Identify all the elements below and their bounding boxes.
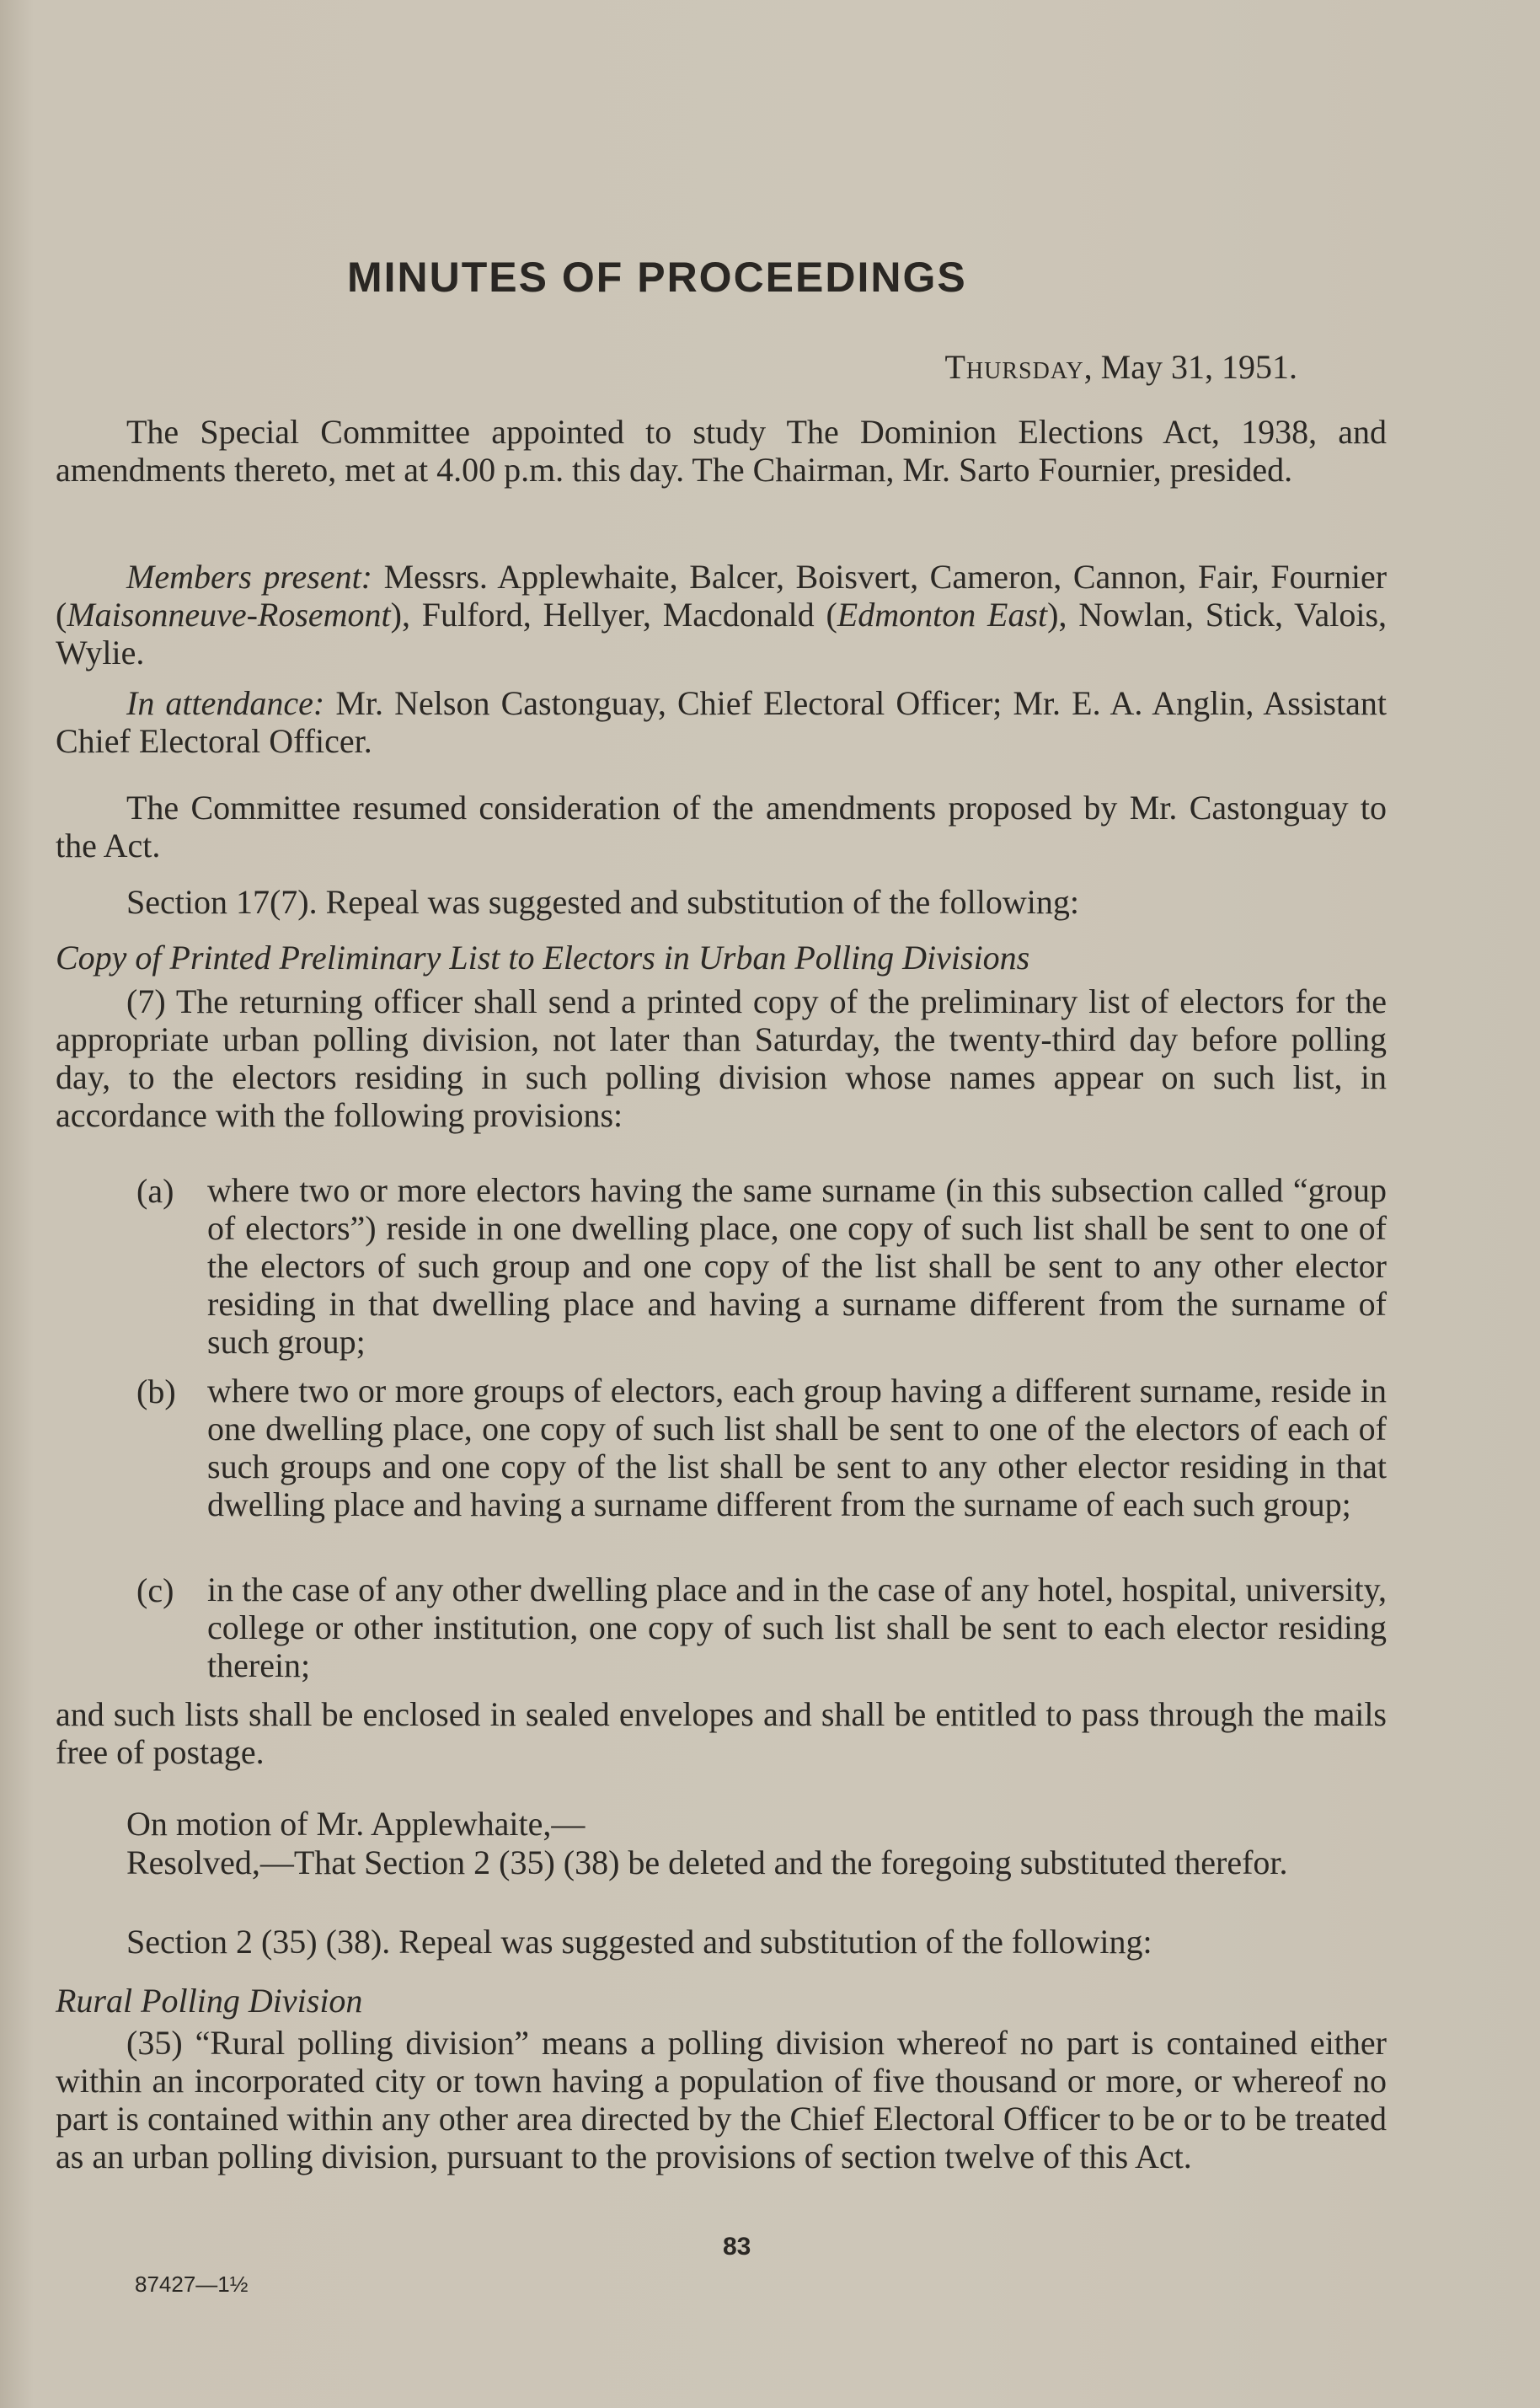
closing-paragraph: and such lists shall be enclosed in sealed envelopes and shall be entitled to pass through the mails free of postage.	[56, 1695, 1387, 1771]
dateline-date: , May 31, 1951.	[1083, 348, 1297, 386]
attendance-text: Mr. Nelson Castonguay, Chief Electoral Officer; Mr. E. A. Anglin, Assistant Chief Electoral Officer.	[56, 684, 1387, 760]
print-code: 87427—1½	[135, 2272, 249, 2297]
section-17-intro: Section 17(7). Repeal was suggested and substitution of the following:	[126, 883, 1079, 921]
clause-a-text: where two or more electors having the same surname (in this subsection called “group of electors”) reside in one dwelling place, one copy of such list shall be sent to one of the electors of such group and one copy of the list shall be sent to any other elector residing in that dwelling place and having a surname different from the surname of such group;	[207, 1171, 1387, 1361]
dateline-day: Thursday	[944, 348, 1084, 386]
page-title: MINUTES OF PROCEEDINGS	[347, 254, 967, 301]
members-text-3: ), Nowlan, Stick, Valois, Wylie.	[56, 596, 1388, 672]
clause-c	[136, 1571, 1387, 1684]
resolved-paragraph: Resolved,—That Section 2 (35) (38) be deleted and the foregoing substituted therefor.	[126, 1843, 1288, 1881]
attendance-label: In attendance:	[126, 684, 325, 722]
clause-b	[136, 1372, 1387, 1523]
members-label: Members present:	[126, 558, 373, 596]
section-2-intro: Section 2 (35) (38). Repeal was suggested and substitution of the following:	[126, 1923, 1152, 1961]
in-attendance	[56, 684, 1387, 760]
dateline	[944, 347, 1297, 387]
members-text-1: Messrs. Applewhaite, Balcer, Boisvert, Cameron, Cannon, Fair, Fournier (	[56, 558, 1388, 634]
subsection-35: (35) “Rural polling division” means a polling division whereof no part is contained either within an incorporated city or town having a population of five thousand or more, or whereof no part is contained within any other area directed by the Chief Electoral Officer to be or to be treated as an urban polling division, pursuant to the provisions of section twelve of this Act.	[56, 2024, 1387, 2175]
opening-paragraph: The Special Committee appointed to study The Dominion Elections Act, 1938, and amendments thereto, met at 4.00 p.m. this day. The Chairman, Mr. Sarto Fournier, presided.	[56, 413, 1387, 489]
page-number: 83	[723, 2233, 751, 2261]
heading-urban-lists: Copy of Printed Preliminary List to Electors in Urban Polling Divisions	[56, 939, 1030, 977]
heading-rural-division: Rural Polling Division	[56, 1982, 363, 2020]
motion-line: On motion of Mr. Applewhaite,—	[126, 1805, 586, 1843]
members-riding-2: Edmonton East	[837, 596, 1048, 634]
clause-a	[136, 1171, 1387, 1361]
members-text-2: ), Fulford, Hellyer, Macdonald (	[390, 596, 837, 634]
clause-c-text: in the case of any other dwelling place and in the case of any hotel, hospital, university, college or other institution, one copy of such list shall be sent to each elector residing therein;	[207, 1571, 1387, 1684]
clause-b-text: where two or more groups of electors, each group having a different surname, reside in one dwelling place, one copy of such list shall be sent to one of the electors of each of such groups and one copy of the list shall be sent to any other elector residing in that dwelling place and having a surname different from the surname of each such group;	[207, 1372, 1387, 1523]
clause-a-label: (a)	[136, 1172, 174, 1210]
members-present	[56, 558, 1387, 672]
clause-c-label: (c)	[136, 1571, 174, 1609]
members-riding-1: Maisonneuve-Rosemont	[67, 596, 391, 634]
clause-b-label: (b)	[136, 1373, 176, 1410]
resumed-paragraph: The Committee resumed consideration of the amendments proposed by Mr. Castonguay to the Act.	[56, 789, 1387, 864]
subsection-7: (7) The returning officer shall send a printed copy of the preliminary list of electors for the appropriate urban polling division, not later than Saturday, the twenty-third day before polling day, to the electors residing in such polling division whose names appear on such list, in accordance with the following provisions:	[56, 982, 1387, 1134]
